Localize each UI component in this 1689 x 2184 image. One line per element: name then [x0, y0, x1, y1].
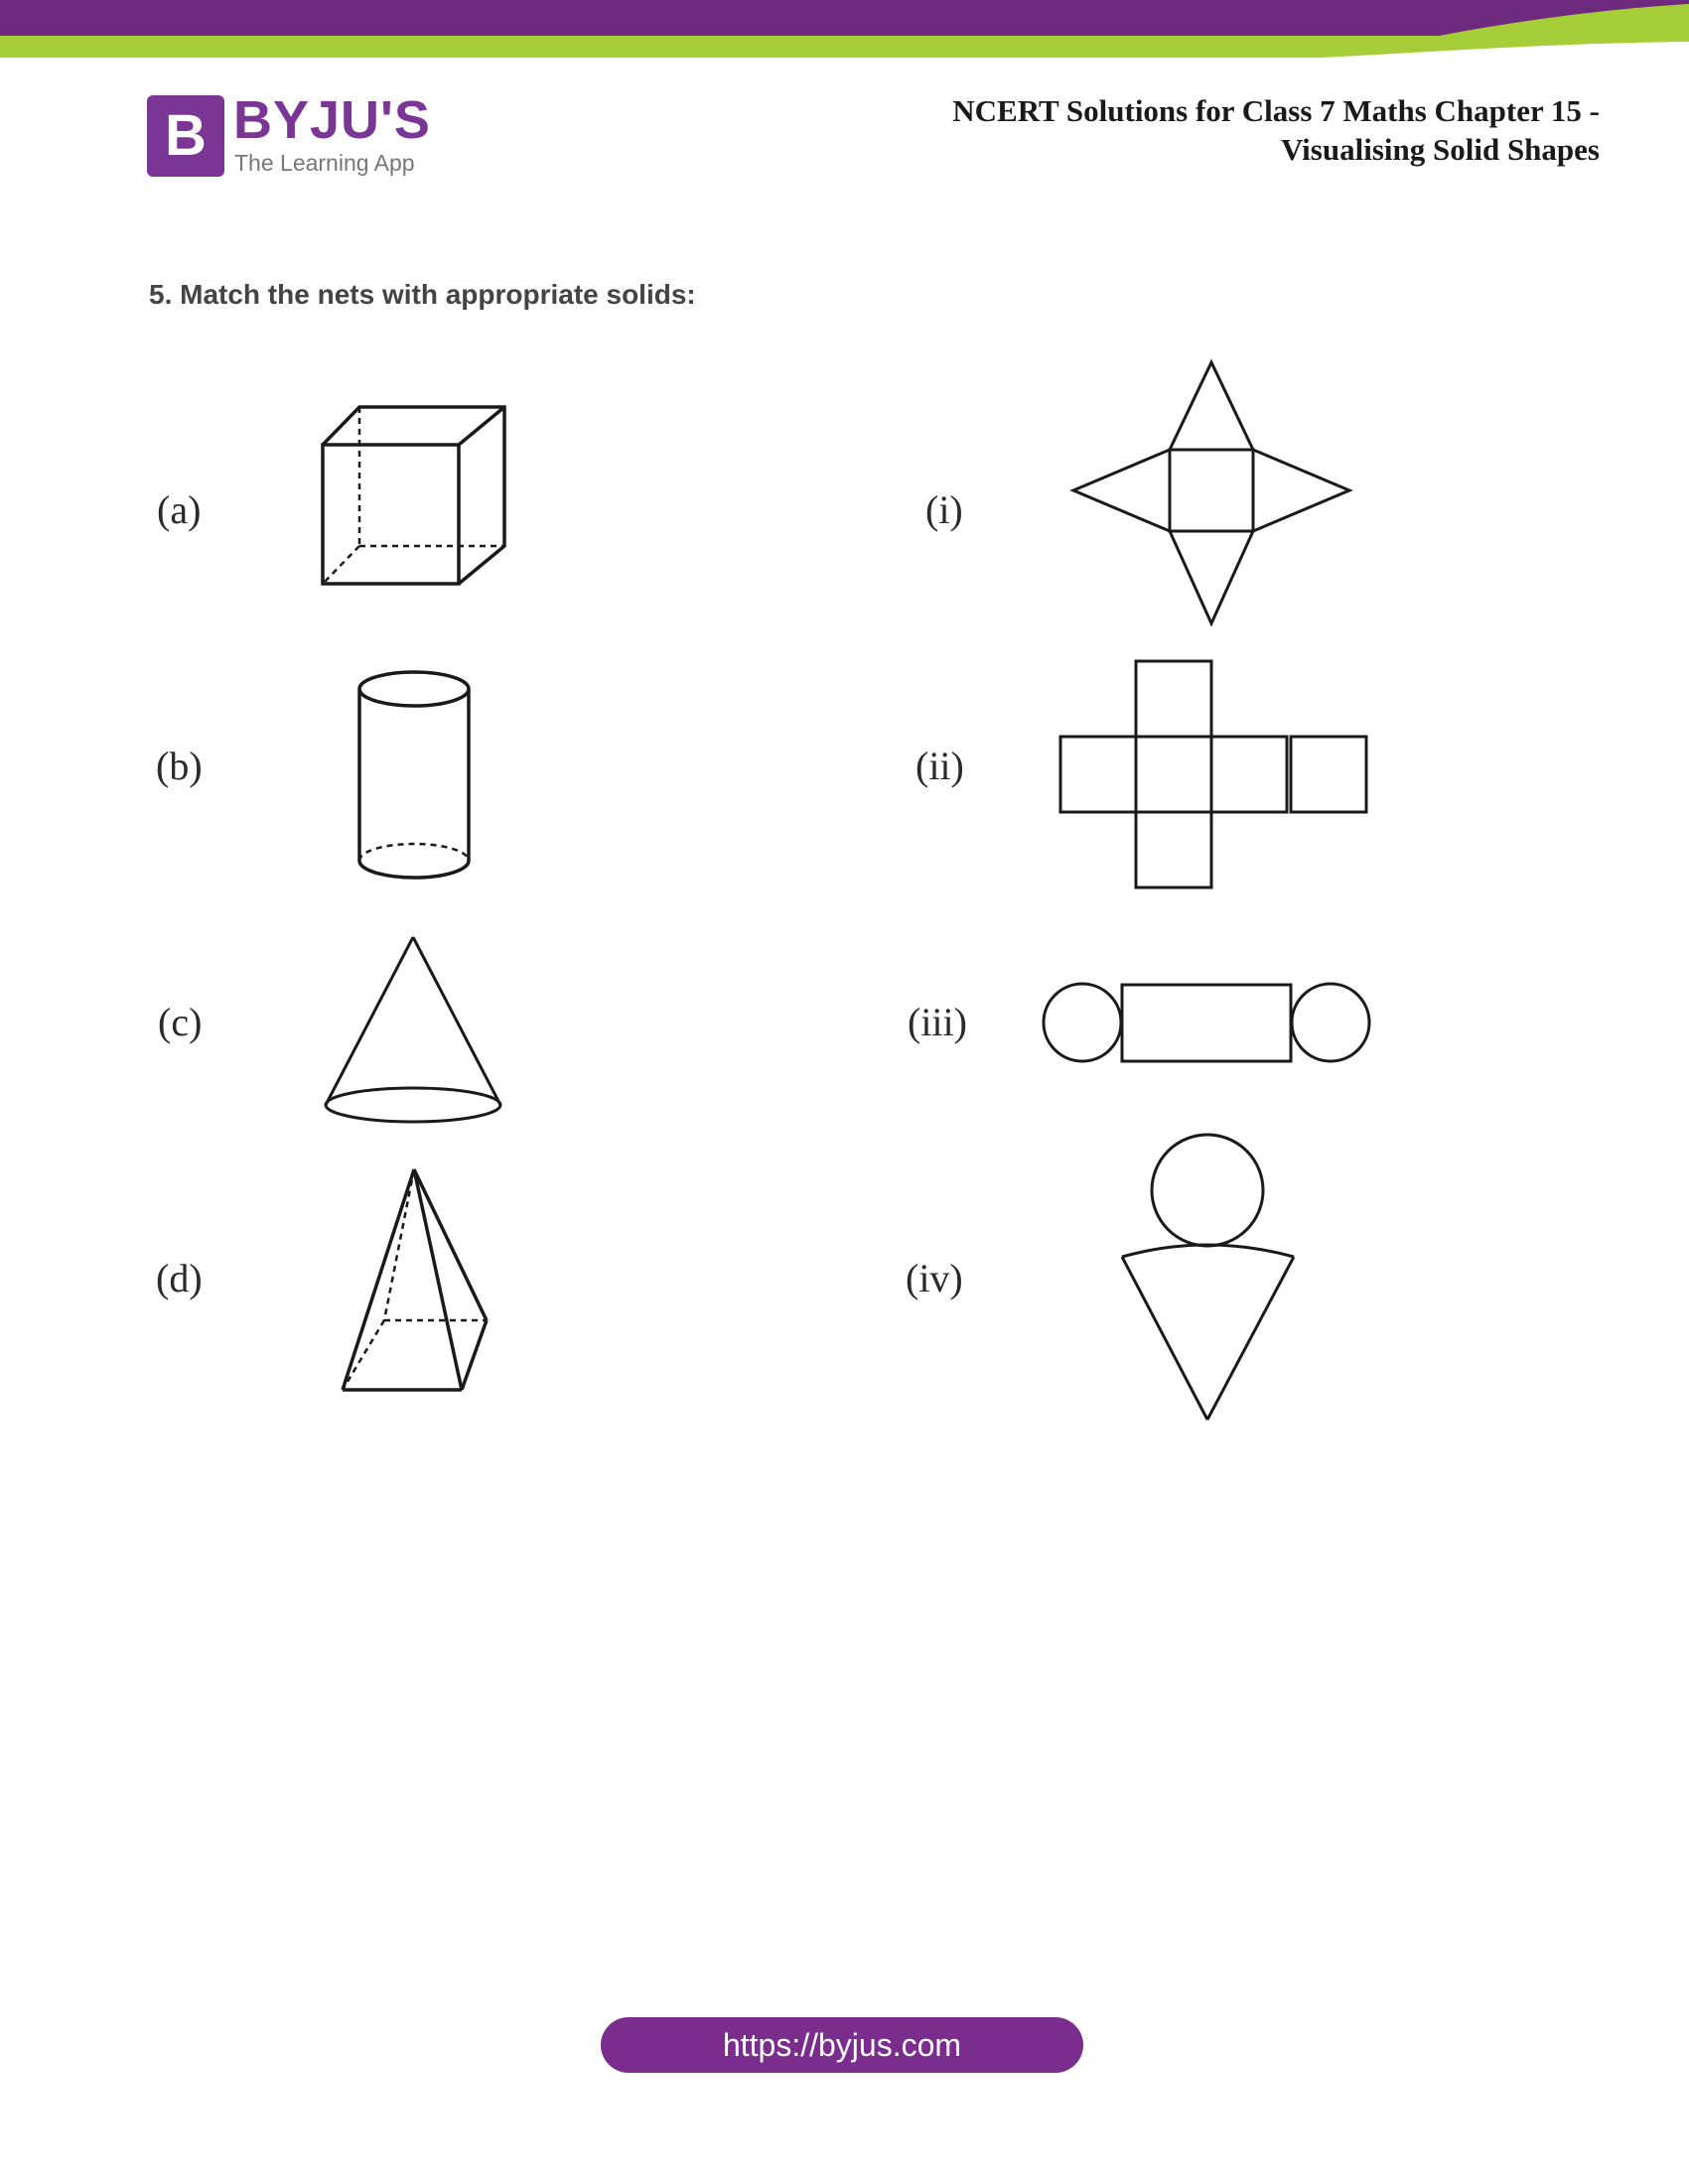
cylinder-figure: [352, 660, 482, 888]
website-link-button[interactable]: [601, 2017, 1083, 2073]
title-line-2: Visualising Solid Shapes: [1280, 132, 1600, 167]
solid-label-c: (c): [158, 1000, 203, 1044]
cube-net-figure: [1053, 655, 1380, 898]
solid-label-a: (a): [157, 487, 202, 532]
net-label-iv: (iv): [906, 1256, 963, 1300]
pyramid-figure: [333, 1161, 501, 1400]
cube-figure: [313, 397, 511, 596]
net-label-i: (i): [925, 487, 963, 532]
logo-letter: B: [165, 103, 207, 168]
logo-name: BYJU'S: [233, 90, 431, 150]
question-text: 5. Match the nets with appropriate solids:: [149, 279, 696, 310]
title-line-1: NCERT Solutions for Class 7 Maths Chapter 15 -: [952, 93, 1600, 128]
cone-figure: [318, 928, 506, 1127]
logo-mark: [147, 95, 224, 177]
solid-label-b: (b): [156, 744, 203, 788]
byjus-logo[interactable]: [147, 90, 435, 179]
logo-tagline: The Learning App: [234, 150, 415, 176]
header-band: [0, 0, 1689, 60]
pyramid-net-figure: [1067, 357, 1355, 635]
cylinder-net-figure: [1038, 978, 1385, 1087]
website-link-text[interactable]: https://byjus.com: [722, 2027, 962, 2063]
net-label-ii: (ii): [915, 744, 964, 788]
cone-net-figure: [1112, 1132, 1311, 1430]
document-title: [952, 91, 1600, 169]
solid-label-d: (d): [156, 1256, 203, 1300]
net-label-iii: (iii): [908, 1000, 967, 1044]
